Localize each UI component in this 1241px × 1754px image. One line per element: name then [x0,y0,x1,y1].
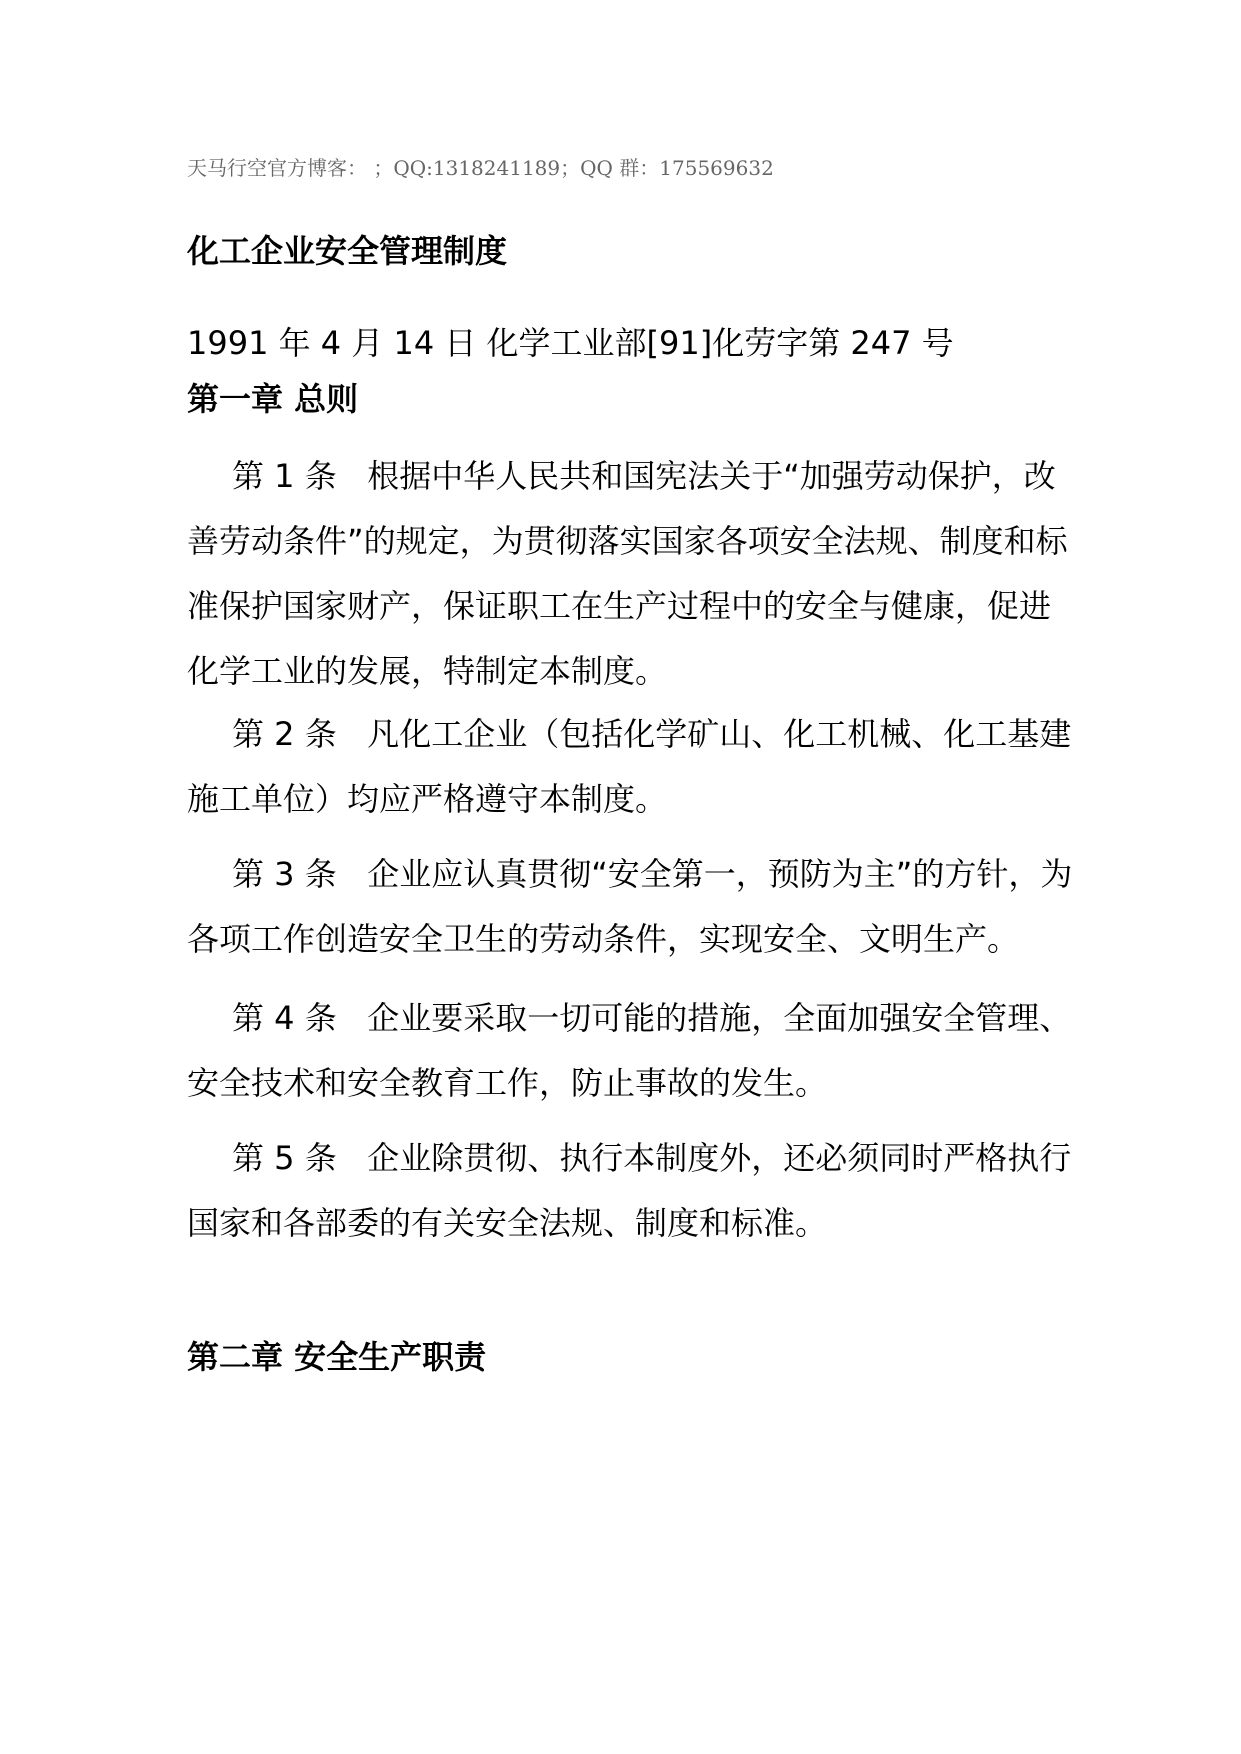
document-title: 化工企业安全管理制度 [187,232,508,270]
article-5: 第 5 条 企业除贯彻、执行本制度外，还必须同时严格执行国家和各部委的有关安全法规、制度和标准。 [187,1139,1072,1242]
blog-header: 天马行空官方博客： ；QQ:1318241189；QQ 群：175569632 [187,156,774,180]
article-4: 第 4 条 企业要采取一切可能的措施，全面加强安全管理、安全技术和安全教育工作，防止事故的发生。 [187,999,1072,1102]
chapter-heading-1: 第一章 总则 [187,380,359,418]
chapter-heading-2: 第二章 安全生产职责 [187,1338,487,1376]
article-2: 第 2 条 凡化工企业（包括化学矿山、化工机械、化工基建施工单位）均应严格遵守本制度。 [187,715,1072,818]
article-1: 第 1 条 根据中华人民共和国宪法关于“加强劳动保护，改善劳动条件”的规定，为贯彻落实国家各项安全法规、制度和标准保护国家财产，保证职工在生产过程中的安全与健康，促进化学工业的发展，特制定本制度。 [187,457,1068,690]
article-3: 第 3 条 企业应认真贯彻“安全第一，预防为主”的方针，为各项工作创造安全卫生的劳动条件，实现安全、文明生产。 [187,855,1073,958]
document-issue-line: 1991 年 4 月 14 日 化学工业部[91]化劳字第 247 号 [187,324,954,362]
